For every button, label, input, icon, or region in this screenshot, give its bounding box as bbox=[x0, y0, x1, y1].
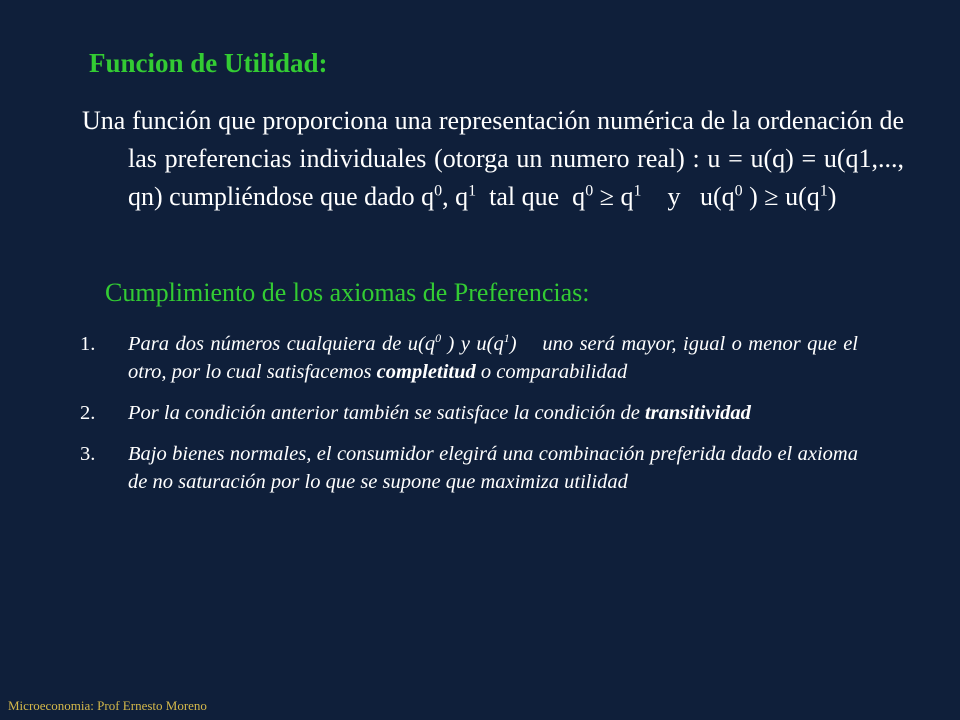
axioms-subtitle: Cumplimiento de los axiomas de Preferencias: bbox=[105, 278, 590, 307]
definition-paragraph bbox=[82, 102, 904, 216]
item-text: Bajo bienes normales, el consumidor elegirá una combinación preferida dado el axioma de no saturación por lo que se supone que maximiza utilidad bbox=[128, 443, 858, 493]
definition-text-2: , q bbox=[442, 182, 469, 211]
superscript: 0 bbox=[734, 182, 743, 200]
slide-title: Funcion de Utilidad: bbox=[89, 48, 328, 78]
list-item bbox=[80, 399, 858, 427]
superscript: 0 bbox=[435, 331, 442, 346]
item-number: 3. bbox=[80, 443, 96, 465]
item-text: Por la condición anterior también se satisface la condición de bbox=[128, 402, 645, 424]
item-text: Para dos números cualquiera de u(q bbox=[128, 333, 436, 355]
item-number: 1. bbox=[80, 333, 96, 355]
definition-text-5: y u(q bbox=[641, 182, 735, 211]
definition-text-4: ≥ q bbox=[593, 182, 634, 211]
item-bold-term: transitividad bbox=[644, 402, 751, 424]
superscript: 1 bbox=[819, 182, 828, 200]
superscript: 0 bbox=[585, 182, 594, 200]
superscript: 0 bbox=[434, 182, 443, 200]
axioms-list bbox=[80, 330, 864, 509]
superscript: 1 bbox=[503, 331, 510, 346]
item-text: o comparabilidad bbox=[475, 361, 628, 383]
footer-text: Microeconomia: Prof Ernesto Moreno bbox=[8, 698, 207, 713]
item-text: ) uno será mayor, igual o menor que el otro, por lo cual satisfacemos bbox=[128, 333, 864, 383]
definition-text-3: tal que q bbox=[476, 182, 586, 211]
list-item bbox=[80, 440, 858, 496]
superscript: 1 bbox=[633, 182, 642, 200]
definition-text-1: Una función que proporciona una representación numérica de la ordenación de las preferencias individuales (otorga un numero real) : u = u(q) = u(q1,..., qn) cumpliéndose que dado q bbox=[82, 106, 904, 211]
item-text: ) y u(q bbox=[441, 333, 504, 355]
list-item bbox=[80, 330, 864, 386]
definition-text-7: ) bbox=[827, 182, 837, 211]
superscript: 1 bbox=[468, 182, 477, 200]
definition-text-6: ) ≥ u(q bbox=[742, 182, 820, 211]
item-number: 2. bbox=[80, 402, 96, 424]
item-bold-term: completitud bbox=[376, 361, 476, 383]
